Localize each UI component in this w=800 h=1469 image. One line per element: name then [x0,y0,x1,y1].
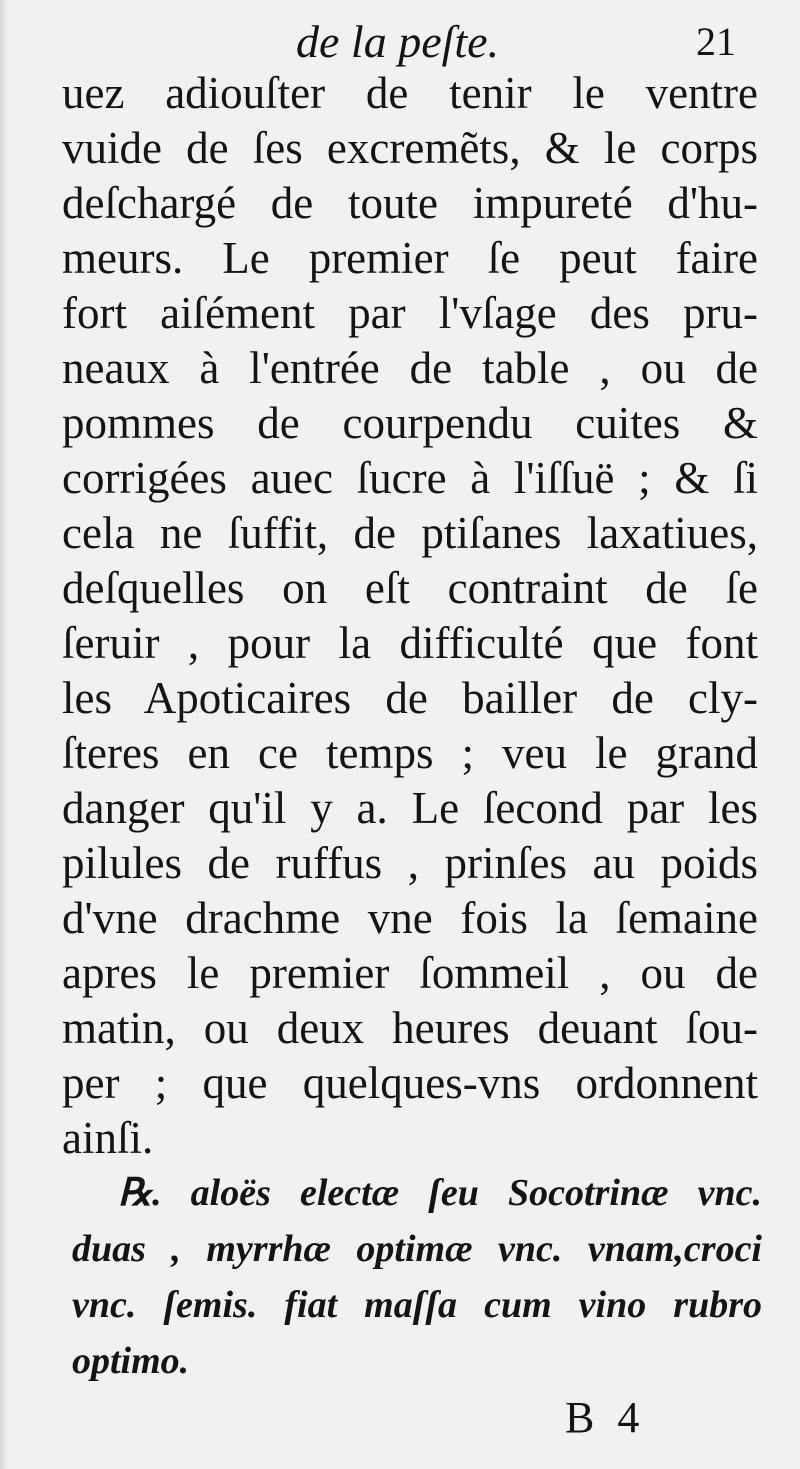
page-edge-shadow [0,0,8,1469]
main-text [62,66,758,1166]
text-line: les Apoticaires de bailler de cly- [62,673,758,723]
recipe-line: vnc. ſemis. fiat maſſa cum vino rubro [72,1284,762,1326]
recipe-line: optimo. [72,1340,190,1382]
text-line: apres le premier ſommeil , ou de [62,948,758,998]
text-line: meurs. Le premier ſe peut faire [62,233,758,283]
text-line: matin, ou deux heures deuant ſou- [62,1003,758,1053]
text-line: deſquelles on eſt contraint de ſe [62,563,758,613]
text-line: neaux à l'entrée de table , ou de [62,343,758,393]
text-line: d'vne drachme vne fois la ſemaine [62,893,758,943]
text-line: per ; que quelques-vns ordonnent [62,1058,758,1108]
text-line: corrigées auec ſucre à l'iſſuë ; & ſi [62,453,758,503]
text-line: fort aiſément par l'vſage des pru- [62,288,758,338]
text-line: cela ne ſuffit, de ptiſanes laxatiues, [62,508,758,558]
text-line: ſeruir , pour la difficulté que font [62,618,758,668]
text-line: pilules de ruffus , prinſes au poids [62,838,758,888]
text-line: pommes de courpendu cuites & [62,398,758,448]
signature-mark: B 4 [565,1393,646,1442]
text-line: ſteres en ce temps ; veu le grand [62,728,758,778]
recipe-block [72,1165,762,1389]
text-line: danger qu'il y a. Le ſecond par les [62,783,758,833]
text-line: deſchargé de toute impureté d'hu- [62,178,758,228]
text-line: ainſi. [62,1113,154,1163]
page-header [0,14,800,74]
text-line: vuide de ſes excremẽts, & le corps [62,123,758,173]
recipe-line: ℞. aloës electæ ſeu Socotrinæ vnc. [118,1172,762,1214]
running-head: de la peſte. [296,16,500,67]
page-number: 21 [696,19,736,64]
recipe-line: duas , myrrhæ optimæ vnc. vnam,croci [72,1228,762,1270]
text-line: uez adiouſter de tenir le ventre [62,68,758,118]
